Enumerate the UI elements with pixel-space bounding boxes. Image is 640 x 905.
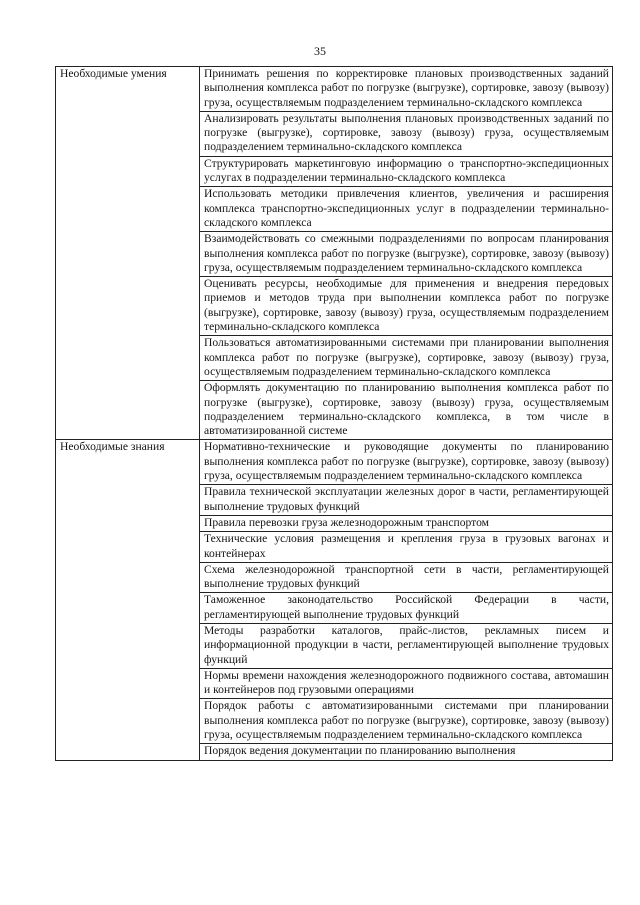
knowledge-item: Правила перевозки груза железнодорожным транспортом [200,515,613,531]
requirements-table [55,66,613,761]
knowledge-item: Правила технической эксплуатации железных дорог в части, регламентирующей выполнение трудовых функций [200,485,613,516]
table-row [56,67,613,112]
skill-item: Структурировать маркетинговую информацию о транспортно-экспедиционных услугах в подразделении терминально-складского комплекса [200,156,613,187]
knowledge-item: Нормативно-технические и руководящие документы по планированию выполнения комплекса работ по погрузке (выгрузке), сортировке, завозу (вывозу) груза, осуществляемым подразделением терминально-складского комплекса [200,440,613,485]
skill-item: Оформлять документацию по планированию выполнения комплекса работ по погрузке (выгрузке), сортировке, завозу (вывозу) груза, осуществляемым подразделением терминально-складского комплекса, в том числе в автоматизированной системе [200,381,613,440]
page-number: 35 [314,44,326,58]
skill-item: Принимать решения по корректировке плановых производственных заданий выполнения комплекса работ по погрузке (выгрузке), сортировке, завозу (вывозу) груза, осуществляемым подразделением терминально-складского комплекса [200,67,613,112]
knowledge-item: Методы разработки каталогов, прайс-листов, рекламных писем и информационной продукции в части, регламентирующей выполнение трудовых функций [200,623,613,668]
knowledge-item: Нормы времени нахождения железнодорожного подвижного состава, автомашин и контейнеров под грузовыми операциями [200,668,613,699]
skill-item: Оценивать ресурсы, необходимые для применения и внедрения передовых приемов и методов труда при выполнении комплекса работ по погрузке (выгрузке), сортировке, завозу (вывозу) груза, осуществляемым подразделением терминально-складского комплекса [200,277,613,336]
section-label-knowledge: Необходимые знания [56,440,200,760]
knowledge-item: Технические условия размещения и крепления груза в грузовых вагонах и контейнерах [200,532,613,563]
skill-item: Пользоваться автоматизированными системами при планировании выполнения комплекса работ по погрузке (выгрузке), сортировке, завозу (вывозу) груза, осуществляемым подразделением терминально-складского комплекса [200,336,613,381]
knowledge-item: Порядок работы с автоматизированными системами при планировании выполнения комплекса работ по погрузке (выгрузке), сортировке, завозу (вывозу) груза, осуществляемым подразделением терминально-складского комплекса [200,699,613,744]
knowledge-item: Порядок ведения документации по планированию выполнения [200,744,613,760]
skill-item: Взаимодействовать со смежными подразделениями по вопросам планирования выполнения комплекса работ по погрузке (выгрузке), сортировке, завозу (вывозу) груза, осуществляемым подразделением терминально-складского комплекса [200,232,613,277]
knowledge-item: Таможенное законодательство Российской Федерации в части, регламентирующей выполнение трудовых функций [200,593,613,624]
knowledge-item: Схема железнодорожной транспортной сети в части, регламентирующей выполнение трудовых функций [200,562,613,593]
table-row [56,440,613,485]
skill-item: Использовать методики привлечения клиентов, увеличения и расширения комплекса транспортно-экспедиционных услуг в подразделении терминально-складского комплекса [200,187,613,232]
section-label-skills: Необходимые умения [56,67,200,440]
skill-item: Анализировать результаты выполнения плановых производственных заданий по погрузке (выгрузке), сортировке, завозу (вывозу) груза, осуществляемым подразделением терминально-складского комплекса [200,111,613,156]
